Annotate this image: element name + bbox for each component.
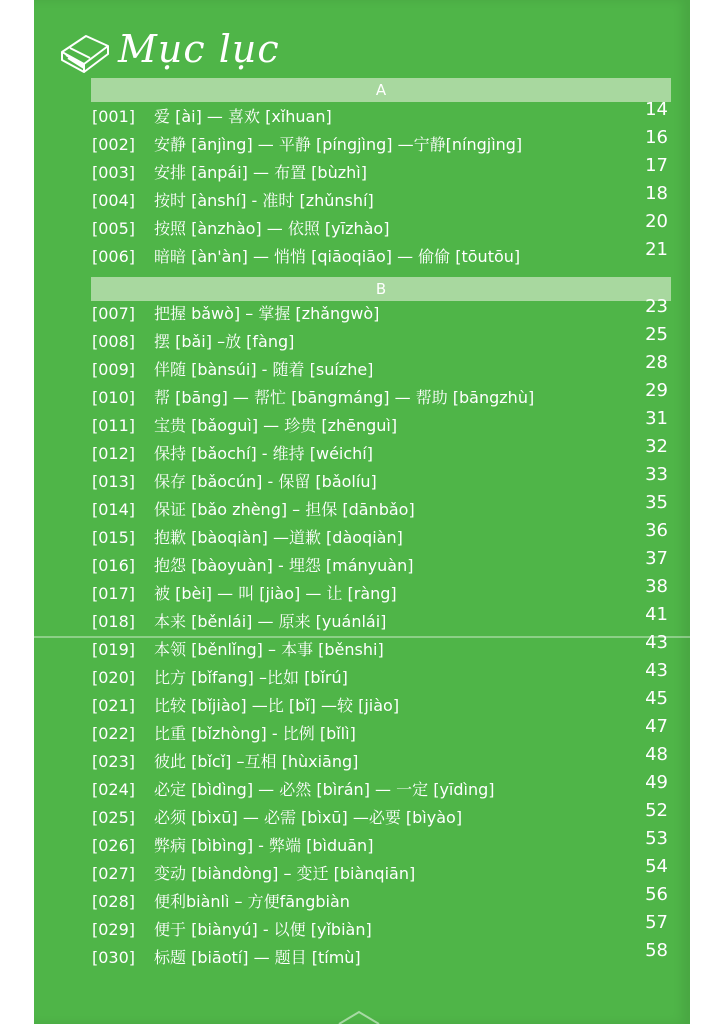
- toc-entry[interactable]: [92, 804, 682, 832]
- entry-code: [018]: [92, 612, 136, 631]
- toc-entry[interactable]: [92, 776, 682, 804]
- toc-entry[interactable]: [92, 636, 682, 664]
- entry-text: 便利biànlì – 方便fāngbiàn: [154, 892, 350, 911]
- entry-text: 宝贵 [bǎoguì] — 珍贵 [zhēnguì]: [154, 416, 398, 435]
- entry-text: 保存 [bǎocún] - 保留 [bǎolíu]: [154, 472, 377, 491]
- toc-entry[interactable]: [92, 215, 682, 243]
- entry-code: [013]: [92, 472, 136, 491]
- entry-page-number: 18: [645, 183, 668, 204]
- toc-entry[interactable]: [92, 720, 682, 748]
- entry-page-number: 56: [645, 884, 668, 905]
- entry-page-number: 37: [645, 548, 668, 569]
- entry-text: 弊病 [bìbìng] - 弊端 [bìduān]: [154, 836, 374, 855]
- entry-page-number: 57: [645, 912, 668, 933]
- entry-page-number: 29: [645, 380, 668, 401]
- toc-entry[interactable]: [92, 159, 682, 187]
- entry-code: [026]: [92, 836, 136, 855]
- entry-code: [022]: [92, 724, 136, 743]
- entry-text: 保证 [bǎo zhèng] – 担保 [dānbǎo]: [154, 500, 415, 519]
- entry-page-number: 28: [645, 352, 668, 373]
- toc-entry[interactable]: [92, 860, 682, 888]
- entry-text: 本领 [běnlǐng] – 本事 [běnshi]: [154, 640, 384, 659]
- entry-page-number: 54: [645, 856, 668, 877]
- entry-page-number: 43: [645, 660, 668, 681]
- toc-entry[interactable]: [92, 412, 682, 440]
- entry-code: [011]: [92, 416, 136, 435]
- entry-page-number: 53: [645, 828, 668, 849]
- entry-page-number: 32: [645, 436, 668, 457]
- entry-text: 按照 [ànzhào] — 依照 [yīzhào]: [154, 219, 390, 238]
- toc-entry[interactable]: [92, 384, 682, 412]
- entry-page-number: 52: [645, 800, 668, 821]
- entry-text: 本来 [běnlái] — 原来 [yuánlái]: [154, 612, 387, 631]
- entry-code: [028]: [92, 892, 136, 911]
- entry-code: [012]: [92, 444, 136, 463]
- entry-text: 比重 [bǐzhòng] - 比例 [bǐlì]: [154, 724, 356, 743]
- entry-code: [002]: [92, 135, 136, 154]
- entry-code: [008]: [92, 332, 136, 351]
- entry-text: 伴随 [bànsúi] - 随着 [suízhe]: [154, 360, 374, 379]
- entry-page-number: 20: [645, 211, 668, 232]
- entry-text: 标题 [biāotí] — 题目 [tímù]: [154, 948, 361, 967]
- entry-code: [006]: [92, 247, 136, 266]
- entry-text: 彼此 [bǐcǐ] –互相 [hùxiāng]: [154, 752, 359, 771]
- toc-entry[interactable]: [92, 888, 682, 916]
- entry-text: 抱怨 [bàoyuàn] - 埋怨 [mányuàn]: [154, 556, 414, 575]
- entry-text: 变动 [biàndòng] – 变迁 [biànqiān]: [154, 864, 416, 883]
- toc-entry[interactable]: [92, 692, 682, 720]
- entry-code: [027]: [92, 864, 136, 883]
- entry-page-number: 16: [645, 127, 668, 148]
- entry-code: [010]: [92, 388, 136, 407]
- entry-text: 必定 [bìdìng] — 必然 [bìrán] — 一定 [yīdìng]: [154, 780, 495, 799]
- toc-entry[interactable]: [92, 328, 682, 356]
- entry-text: 爱 [ài] — 喜欢 [xǐhuan]: [154, 107, 332, 126]
- entry-page-number: 31: [645, 408, 668, 429]
- entry-code: [004]: [92, 191, 136, 210]
- entry-page-number: 25: [645, 324, 668, 345]
- entry-page-number: 35: [645, 492, 668, 513]
- entry-code: [030]: [92, 948, 136, 967]
- entry-text: 被 [bèi] — 叫 [jiào] — 让 [ràng]: [154, 584, 397, 603]
- entry-code: [005]: [92, 219, 136, 238]
- entry-page-number: 33: [645, 464, 668, 485]
- entry-page-number: 17: [645, 155, 668, 176]
- entry-code: [023]: [92, 752, 136, 771]
- entry-page-number: 38: [645, 576, 668, 597]
- toc-entry[interactable]: [92, 664, 682, 692]
- toc-entry[interactable]: [92, 243, 682, 271]
- entry-code: [020]: [92, 668, 136, 687]
- entry-text: 便于 [biànyú] - 以便 [yǐbiàn]: [154, 920, 372, 939]
- entry-page-number: 58: [645, 940, 668, 961]
- toc-entry[interactable]: [92, 131, 682, 159]
- entry-code: [007]: [92, 304, 136, 323]
- toc-entry[interactable]: [92, 187, 682, 215]
- toc-entry[interactable]: [92, 916, 682, 944]
- entry-page-number: 45: [645, 688, 668, 709]
- entry-code: [014]: [92, 500, 136, 519]
- entry-page-number: 43: [645, 632, 668, 653]
- entry-code: [029]: [92, 920, 136, 939]
- entry-code: [025]: [92, 808, 136, 827]
- entry-code: [019]: [92, 640, 136, 659]
- entry-text: 比方 [bǐfang] –比如 [bǐrú]: [154, 668, 348, 687]
- entry-text: 按时 [ànshí] - 准时 [zhǔnshí]: [154, 191, 374, 210]
- entry-text: 把握 bǎwò] – 掌握 [zhǎngwò]: [154, 304, 380, 323]
- toc-entry[interactable]: [92, 748, 682, 776]
- entry-code: [017]: [92, 584, 136, 603]
- toc-entry[interactable]: [92, 552, 682, 580]
- title-block: [56, 4, 280, 74]
- entry-text: 必须 [bìxū] — 必需 [bìxū] —必要 [bìyào]: [154, 808, 463, 827]
- entry-page-number: 36: [645, 520, 668, 541]
- entry-text: 抱歉 [bàoqiàn] —道歉 [dàoqiàn]: [154, 528, 403, 547]
- toc-entry[interactable]: [92, 356, 682, 384]
- book-icon: [56, 22, 114, 74]
- toc-entry[interactable]: [92, 440, 682, 468]
- toc-entry[interactable]: [92, 524, 682, 552]
- entry-text: 安排 [ānpái] — 布置 [bùzhì]: [154, 163, 367, 182]
- toc-entry[interactable]: [92, 832, 682, 860]
- toc-entry[interactable]: [92, 580, 682, 608]
- entry-page-number: 48: [645, 744, 668, 765]
- entry-code: [001]: [92, 107, 136, 126]
- entry-code: [003]: [92, 163, 136, 182]
- toc-entry[interactable]: [92, 608, 682, 636]
- page-corner-mark: [334, 1008, 384, 1024]
- toc-page: [34, 0, 690, 1024]
- entry-page-number: 14: [645, 99, 668, 120]
- entry-page-number: 47: [645, 716, 668, 737]
- entry-page-number: 49: [645, 772, 668, 793]
- section-header-b: B: [91, 277, 671, 301]
- entry-code: [009]: [92, 360, 136, 379]
- toc-entry[interactable]: [92, 103, 682, 131]
- entry-text: 摆 [bǎi] –放 [fàng]: [154, 332, 295, 351]
- entry-text: 保持 [bǎochí] - 维持 [wéichí]: [154, 444, 373, 463]
- entry-text: 帮 [bāng] — 帮忙 [bāngmáng] — 帮助 [bāngzhù]: [154, 388, 535, 407]
- toc-entry[interactable]: [92, 944, 682, 972]
- entry-code: [024]: [92, 780, 136, 799]
- entry-text: 比较 [bǐjiào] —比 [bǐ] —较 [jiào]: [154, 696, 400, 715]
- entry-page-number: 21: [645, 239, 668, 260]
- entry-text: 安静 [ānjìng] — 平静 [píngjìng] —宁静[níngjìng]: [154, 135, 523, 154]
- section-header-a: A: [91, 78, 671, 102]
- entry-code: [015]: [92, 528, 136, 547]
- page-title: Mục lục: [118, 27, 280, 71]
- entry-page-number: 23: [645, 296, 668, 317]
- entry-text: 暗暗 [àn'àn] — 悄悄 [qiāoqiāo] — 偷偷 [tōutōu]: [154, 247, 521, 266]
- toc-entry[interactable]: [92, 496, 682, 524]
- entry-page-number: 41: [645, 604, 668, 625]
- toc-entry[interactable]: [92, 468, 682, 496]
- entry-code: [021]: [92, 696, 136, 715]
- entry-code: [016]: [92, 556, 136, 575]
- toc-entry[interactable]: [92, 300, 682, 328]
